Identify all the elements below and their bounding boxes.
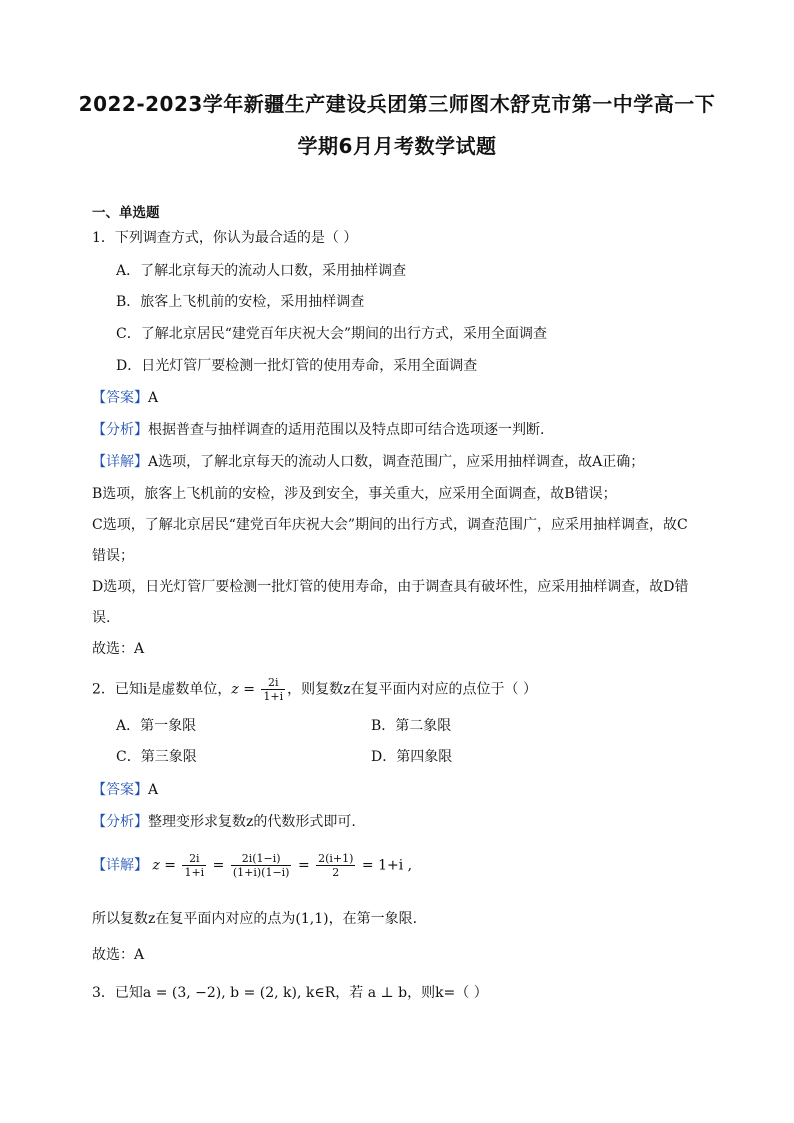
doc-title-line2: 学期6月月考数学试题 <box>297 134 497 158</box>
section-heading: 一、单选题 <box>92 205 160 221</box>
detail-z: z = <box>152 857 177 874</box>
q1-stem: 1．下列调查方式，你认为最合适的是（ ） <box>92 230 358 246</box>
equals-sign: = <box>212 857 225 874</box>
q2-option-b: B．第二象限 <box>371 718 452 734</box>
detail-result: = 1+i , <box>361 857 413 874</box>
detail-text: A选项，了解北京每天的流动人口数，调查范围广，应采用抽样调查，故A正确； <box>148 454 645 470</box>
frac-num: 2i <box>182 852 206 866</box>
q1-detail-line: C选项，了解北京居民“建党百年庆祝大会”期间的出行方式，调查范围广，应采用抽样调查，故C <box>92 517 688 533</box>
q2-stem-prefix: 2．已知i是虚数单位， <box>92 681 232 698</box>
q1-detail <box>92 452 712 472</box>
frac-num: 2(i+1) <box>318 852 354 865</box>
answer-value: A <box>148 390 159 406</box>
q2-stem-suffix: ，则复数z在复平面内对应的点位于（ ） <box>287 681 537 698</box>
analysis-tag: 【分析】 <box>92 422 148 438</box>
q2-z-eq: z = <box>231 681 255 698</box>
q1-choice: 故选：A <box>92 641 145 657</box>
answer-tag: 【答案】 <box>92 390 148 406</box>
q2-conclusion: 所以复数z在复平面内对应的点为(1,1)，在第一象限. <box>92 911 418 927</box>
q1-detail-line: 错误； <box>92 548 134 564</box>
q1-answer <box>92 388 712 408</box>
q1-option-a: A．了解北京每天的流动人口数，采用抽样调查 <box>116 263 407 279</box>
frac-den: 1+i <box>184 866 205 879</box>
q2-option-a: A．第一象限 <box>116 718 197 734</box>
q1-option-b: B．旅客上飞机前的安检，采用抽样调查 <box>116 294 365 310</box>
q2-option-c: C．第三象限 <box>116 749 197 765</box>
detail-frac-2 <box>231 852 292 879</box>
equals-sign: = <box>297 857 310 874</box>
q2-frac-num: 2i <box>261 676 285 690</box>
detail-tag: 【详解】 <box>92 857 148 874</box>
frac-den: 2 <box>332 866 340 879</box>
detail-frac-3 <box>316 852 355 879</box>
q1-option-d: D．日光灯管厂要检测一批灯管的使用寿命，采用全面调查 <box>116 358 478 374</box>
analysis-text: 整理变形求复数z的代数形式即可. <box>148 814 356 830</box>
analysis-tag: 【分析】 <box>92 814 148 830</box>
q1-detail-line: D选项，日光灯管厂要检测一批灯管的使用寿命，由于调查具有破坏性，应采用抽样调查，故D错 <box>92 579 689 595</box>
q1-detail-line: 误. <box>92 610 111 626</box>
q1-detail-line: B选项，旅客上飞机前的安检，涉及到安全，事关重大，应采用全面调查，故B错误； <box>92 486 617 502</box>
detail-tag: 【详解】 <box>92 454 148 470</box>
q2-choice: 故选：A <box>92 947 145 963</box>
q2-option-d: D．第四象限 <box>371 749 453 765</box>
analysis-text: 根据普查与抽样调查的适用范围以及特点即可结合选项逐一判断. <box>148 422 545 438</box>
frac-den: (1+i)(1−i) <box>232 866 290 879</box>
q2-answer <box>92 780 712 800</box>
q2-stem <box>92 676 712 703</box>
q1-option-c: C．了解北京居民“建党百年庆祝大会”期间的出行方式，采用全面调查 <box>116 326 548 342</box>
q3-stem: 3．已知a = (3, −2), b = (2, k), k∈R，若 a ⊥ b，则k=（ ） <box>92 985 488 1001</box>
q2-analysis <box>92 812 712 832</box>
q2-fraction <box>261 676 285 703</box>
answer-value: A <box>148 782 159 798</box>
q1-analysis <box>92 420 712 440</box>
detail-frac-1 <box>182 852 206 879</box>
q2-frac-den: 1+i <box>263 690 284 703</box>
frac-num: 2i(1−i) <box>231 852 292 866</box>
doc-title-line1: 2022-2023学年新疆生产建设兵团第三师图木舒克市第一中学高一下 <box>78 92 716 116</box>
q2-detail <box>92 852 712 879</box>
answer-tag: 【答案】 <box>92 782 148 798</box>
